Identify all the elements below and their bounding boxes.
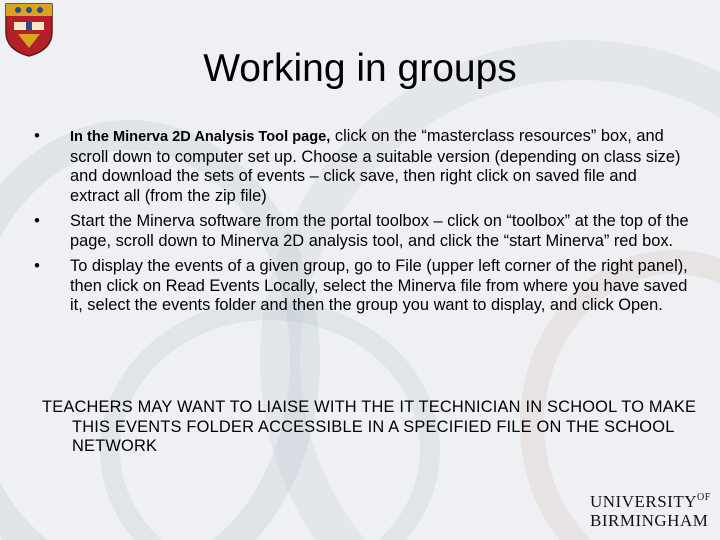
bullet-item — [30, 257, 690, 316]
bullet-item — [30, 212, 690, 251]
bullet-marker: • — [34, 127, 40, 145]
bullet-text: To display the events of a given group, go to File (upper left corner of the right panel), then click on Read Events Locally, select the Minerva file from where you have saved it, select the events folder and then the group you want to display, and click Open. — [70, 257, 688, 314]
bullet-text: Start the Minerva software from the portal toolbox – click on “toolbox” at the top of the page, scroll down to Minerva 2D analysis tool, and click the “start Minerva” red box. — [70, 212, 689, 250]
bullet-item — [30, 127, 690, 206]
bullet-marker: • — [34, 257, 40, 275]
slide-title: Working in groups — [203, 47, 517, 90]
bullet-list — [30, 127, 690, 322]
logo-line1: UNIVERSITY — [590, 492, 697, 511]
logo-line2: BIRMINGHAM — [590, 511, 709, 530]
bullet-text: click on the “masterclass resources” box, and scroll down to computer set up. Choose a suitable version (depending on class size) and download the sets of events – click save, then right click on saved file and extract all (from the zip file) — [70, 127, 681, 205]
bullet-marker: • — [34, 212, 40, 230]
bullet-lead: In the Minerva 2D Analysis Tool page, — [70, 129, 331, 145]
teacher-note: TEACHERS MAY WANT TO LIAISE WITH THE IT TECHNICIAN IN SCHOOL TO MAKE THIS EVENTS FOLDER ACCESSIBLE IN A SPECIFIED FILE ON THE SCHOOL NETWORK — [42, 398, 697, 455]
logo-line1-suffix: OF — [697, 492, 711, 503]
university-logo — [590, 492, 710, 532]
